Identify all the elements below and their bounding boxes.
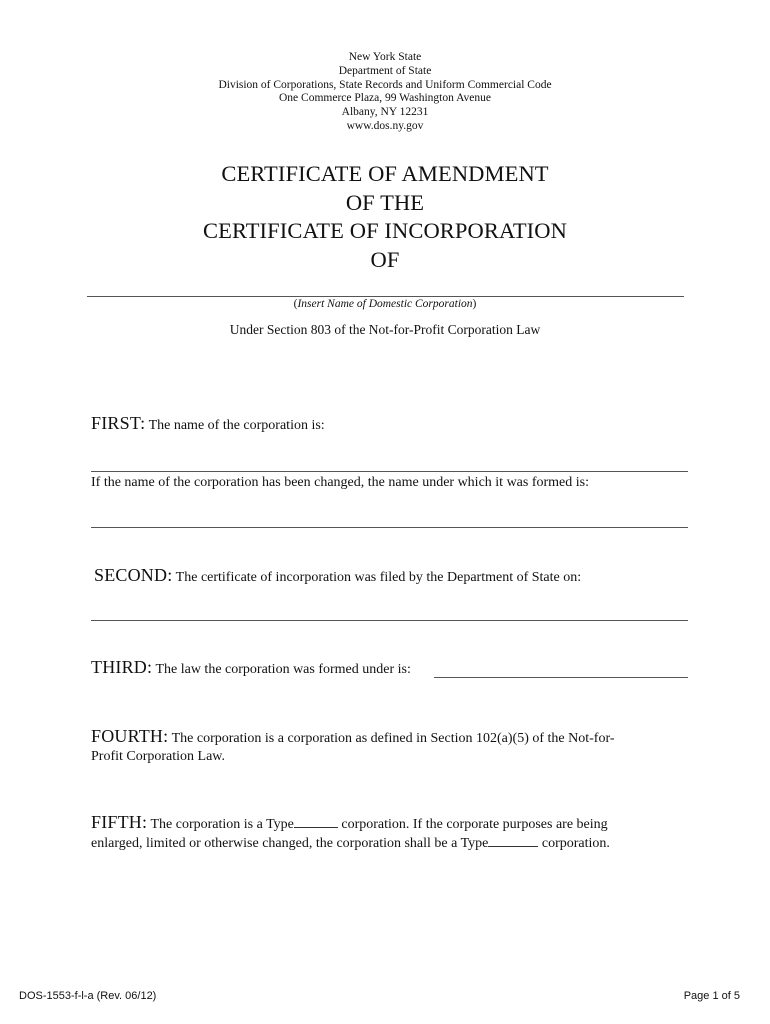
fifth-line-2 [91, 834, 610, 853]
page-number: Page 1 of 5 [683, 990, 740, 1002]
clause-third [91, 658, 411, 679]
caption-close-paren: ) [472, 298, 477, 310]
fifth-text-1a: The corporation is a Type [150, 817, 294, 832]
header-street: One Commerce Plaza, 99 Washington Avenue [279, 92, 491, 105]
title-line-2: OF THE [345, 189, 425, 215]
filing-date-field[interactable] [91, 620, 688, 621]
agency-header [0, 51, 770, 134]
caption-open-paren: ( [293, 298, 298, 310]
header-division: Division of Corporations, State Records and Uniform Commercial Code [218, 78, 552, 91]
fourth-label: FOURTH: [91, 726, 169, 746]
new-type-field[interactable] [488, 834, 538, 847]
section-law-subtitle: Under Section 803 of the Not-for-Profit Corporation Law [229, 322, 541, 337]
fifth-text-1b: corporation. If the corporate purposes are being [341, 817, 608, 832]
fifth-text-2a: enlarged, limited or otherwise changed, the corporation shall be a Type [91, 836, 489, 851]
clause-second [94, 566, 581, 587]
fifth-label: FIFTH: [91, 812, 148, 832]
header-city: Albany, NY 12231 [341, 106, 429, 119]
current-name-field[interactable] [91, 471, 688, 472]
corporation-name-caption [0, 297, 770, 311]
second-text: The certificate of incorporation was filed by the Department of State on: [175, 570, 582, 585]
fifth-line-1 [91, 813, 610, 834]
third-text: The law the corporation was formed under is: [155, 662, 411, 677]
clause-fifth [91, 813, 610, 853]
header-state: New York State [348, 51, 422, 63]
form-identifier: DOS-1553-f-l-a (Rev. 06/12) [19, 990, 157, 1002]
second-label: SECOND: [94, 565, 173, 585]
former-name-field[interactable] [91, 527, 688, 528]
current-type-field[interactable] [294, 815, 338, 828]
fourth-line-1 [91, 727, 615, 748]
first-text: The name of the corporation is: [148, 418, 325, 433]
document-title [0, 160, 770, 274]
title-line-1: CERTIFICATE OF AMENDMENT [221, 161, 549, 186]
clause-fourth [91, 727, 615, 766]
fourth-text-2: Profit Corporation Law. [91, 749, 226, 764]
third-label: THIRD: [91, 657, 153, 677]
header-department: Department of State [338, 64, 432, 77]
first-changed-text: If the name of the corporation has been changed, the name under which it was formed is: [91, 475, 589, 490]
first-label: FIRST: [91, 413, 146, 433]
clause-first [91, 414, 325, 435]
header-website: www.dos.ny.gov [346, 119, 424, 132]
fifth-text-2b: corporation. [541, 836, 610, 851]
title-line-3: CERTIFICATE OF INCORPORATION [203, 218, 567, 243]
fourth-text-1: The corporation is a corporation as defined in Section 102(a)(5) of the Not-for- [171, 731, 615, 746]
formation-law-field[interactable] [434, 677, 688, 678]
title-line-4: OF [370, 246, 400, 272]
caption-italic-text: Insert Name of Domestic Corporation [297, 298, 473, 310]
